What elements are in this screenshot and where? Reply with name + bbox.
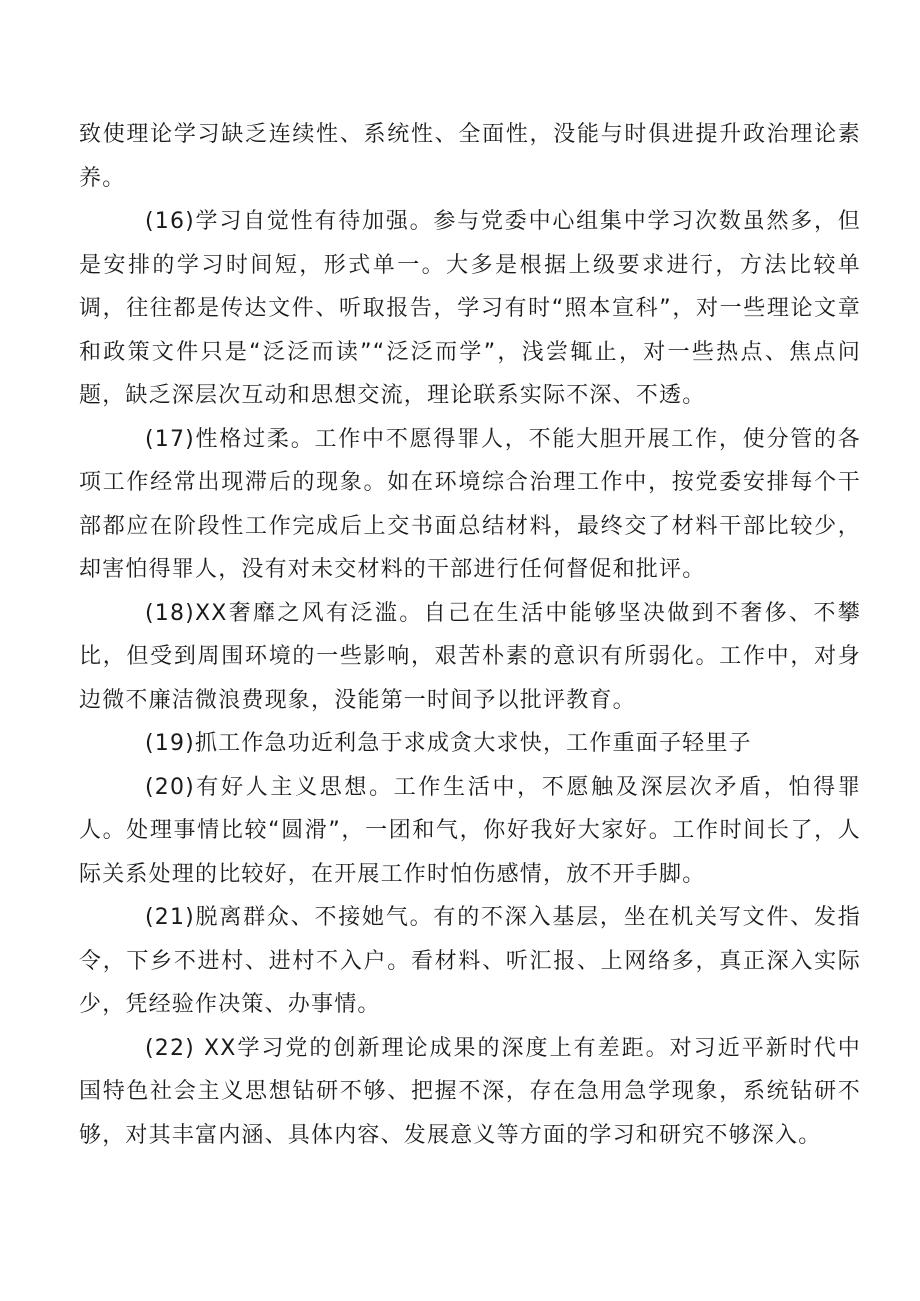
paragraph-21: (21)脱离群众、不接她气。有的不深入基层，坐在机关写文件、发指令，下乡不进村、进村不入户。看材料、听汇报、上网络多，真正深入实际少，凭经验作决策、办事情。 xyxy=(79,905,861,1017)
paragraph-18: (18)XX奢靡之风有泛滥。自己在生活中能够坚决做到不奢侈、不攀比，但受到周围环境的一些影响，艰苦朴素的意识有所弱化。工作中，对身边微不廉洁微浪费现象，没能第一时间予以批评教育。 xyxy=(79,600,861,713)
document-body xyxy=(79,113,861,1157)
paragraph-17: (17)性格过柔。工作中不愿得罪人，不能大胆开展工作，使分管的各项工作经常出现滞后的现象。如在环境综合治理工作中，按党委安排每个干部都应在阶段性工作完成后上交书面总结材料，最终交了材料干部比较少，却害怕得罪人，没有对未交材料的干部进行任何督促和批评。 xyxy=(79,426,861,582)
paragraph-20: (20)有好人主义思想。工作生活中，不愿触及深层次矛盾，怕得罪人。处理事情比较“圆滑”，一团和气，你好我好大家好。工作时间长了，人际关系处理的比较好，在开展工作时怕伤感情，放不开手脚。 xyxy=(79,774,861,887)
paragraph-19: (19)抓工作急功近利急于求成贪大求快，工作重面子轻里子 xyxy=(145,731,752,756)
paragraph-22: (22) XX学习党的创新理论成果的深度上有差距。对习近平新时代中国特色社会主义思想钻研不够、把握不深，存在急用急学现象，系统钻研不够，对其丰富内涵、具体内容、发展意义等方面的学习和研究不够深入。 xyxy=(79,1035,861,1148)
paragraph-16: (16)学习自觉性有待加强。参与党委中心组集中学习次数虽然多，但是安排的学习时间短，形式单一。大多是根据上级要求进行，方法比较单调，往往都是传达文件、听取报告，学习有时“照本宣科”，对一些理论文章和政策文件只是“泛泛而读”“泛泛而学”，浅尝辄止，对一些热点、焦点问题，缺乏深层次互动和思想交流，理论联系实际不深、不透。 xyxy=(79,209,861,408)
paragraph-continuation: 致使理论学习缺乏连续性、系统性、全面性，没能与时俱进提升政治理论素养。 xyxy=(79,122,861,191)
